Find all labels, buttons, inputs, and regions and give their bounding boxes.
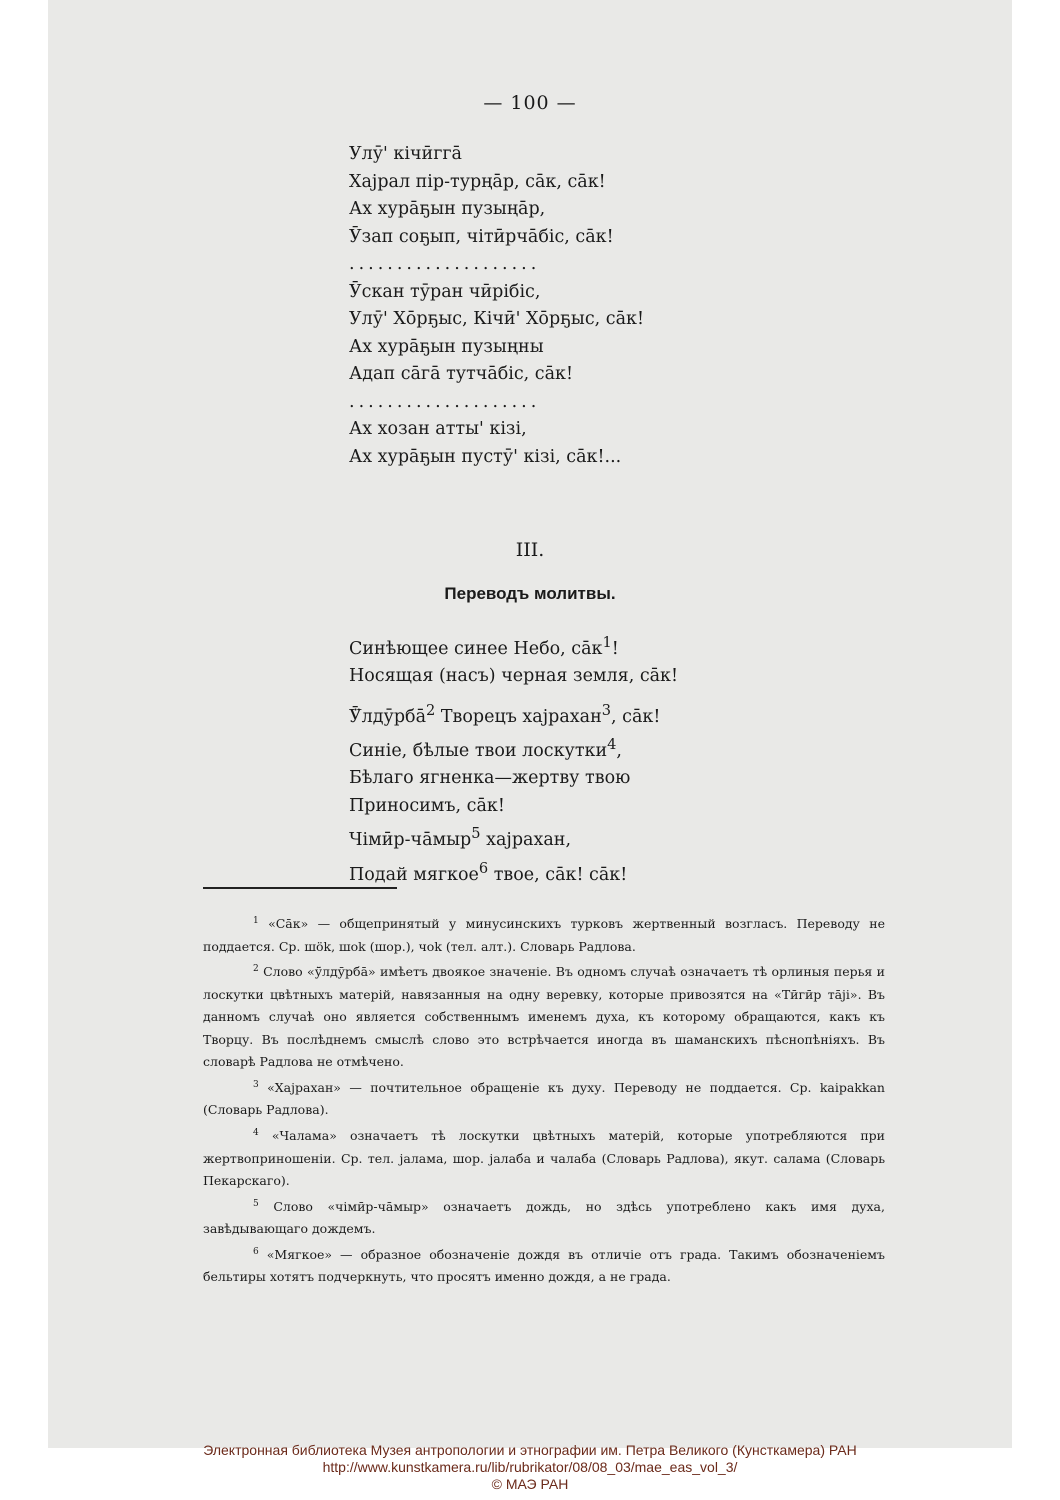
library-url[interactable]: http://www.kunstkamera.ru/lib/rubrikator/08/08_03/mae_eas_vol_3/ (322, 1459, 738, 1475)
line-text: Носящая (насъ) черная земля, са̄к! (349, 666, 679, 687)
line-text: Синіе, бѣлые твои лоскутки (349, 740, 608, 761)
line-text: хајрахан, (480, 830, 572, 851)
footnote-number: 4 (253, 1127, 259, 1138)
verse-line: Ӯскан тӯран чӣрібіс, (349, 281, 541, 302)
footnote-number: 5 (253, 1198, 259, 1209)
footnote-number: 2 (253, 964, 259, 975)
line-text: Синѣющее синее Небо, са̄к (349, 638, 603, 659)
line-text: Бѣлаго ягненка—жертву твою (349, 768, 631, 789)
line-text: твое, са̄к! са̄к! (488, 864, 628, 885)
copyright: © МАЭ РАН (491, 1476, 569, 1492)
library-footer (0, 1442, 1060, 1493)
original-verse (349, 141, 644, 471)
footnote (203, 1074, 885, 1122)
line-text: Приносимъ, са̄к! (349, 795, 505, 816)
footnote-text: «Хајрахан» — почтительное обращеніе къ духу. Переводу не поддается. Ср. kaipakkan (Словарь Радлова). (203, 1079, 885, 1118)
line-text: , са̄к! (611, 706, 661, 727)
footnote-number: 1 (253, 916, 259, 926)
footnote (203, 1122, 885, 1193)
footnote (203, 958, 885, 1074)
ellipsis-divider: .................... (349, 391, 541, 412)
verse-line: Адап са̄га̄ тутча̄біс, са̄к! (349, 364, 574, 384)
footnote-text: «Мягкое» — образное обозначеніе дождя въ отличіе отъ града. Такимъ обозначеніемъ бельтиры хотятъ подчеркнуть, что просятъ именно дождя, а не града. (203, 1246, 885, 1285)
verse-line: Ӯзап соҕып, чітӣрча̄біс, са̄к! (349, 226, 614, 247)
translation-line (349, 731, 678, 765)
translation-line (349, 855, 678, 889)
translation-line (349, 820, 678, 854)
verse-line: Улӯ' Хо̄рҕыс, Кічӣ' Хо̄рҕыс, са̄к! (349, 309, 644, 329)
translation-line (349, 765, 678, 793)
footnote-number: 6 (253, 1246, 259, 1257)
footnote-rule (203, 887, 397, 889)
footnote-text: «Са̄к» — общепринятый у минусинскихъ турковъ жертвенный возгласъ. Переводу не поддается. Ср. шök, шok (шор.), чok (тел. алт.). Словарь Радлова. (203, 916, 885, 954)
footnote-ref: 4 (607, 736, 617, 754)
translation-line (349, 663, 678, 691)
footnote-ref: 5 (471, 825, 481, 843)
verse-line: Ах хура̄ҕын пузыңа̄р, (349, 199, 546, 219)
footnote-ref: 3 (601, 701, 612, 719)
line-text: Подай мягкое (349, 864, 479, 885)
footnote-ref: 6 (478, 859, 489, 877)
verse-line: Ах хура̄ҕын пузыңны (349, 336, 544, 357)
line-text: ! (611, 638, 619, 659)
verse-line: Улӯ' кічӣгга̄ (349, 144, 462, 164)
translation-line (349, 629, 678, 663)
footnote-text: «Чалама» означаетъ тѣ лоскутки цвѣтныхъ матерій, которые употребляются при жертвоприношеніи. Ср. тел. јалама, шор. јалаба и чалаба (Словарь Радлова), якут. салама (Словарь Пекарскаго). (203, 1128, 885, 1189)
footnote (203, 1193, 885, 1241)
verse-line: Ах хозан атты' кізі, (349, 419, 527, 439)
footnote-number: 3 (253, 1079, 259, 1090)
footnote-ref: 2 (426, 701, 436, 719)
ellipsis-divider: .................... (349, 254, 541, 274)
line-text: Творецъ хајрахан (435, 706, 602, 727)
line-text: Чімӣр-ча̄мыр (349, 830, 472, 851)
line-text: Ӯ̈лдӯрба̄ (349, 706, 427, 727)
section-title: Переводъ молитвы. (444, 584, 616, 603)
translation-line (349, 793, 678, 821)
translation-line (349, 697, 678, 731)
section-number: III. (515, 539, 545, 561)
verse-line: Хајрал пір-турңа̄р, са̄к, са̄к! (349, 171, 606, 192)
page-number: — 100 — (483, 92, 577, 114)
footnote-text: Слово «чімӣр-ча̄мыр» означаетъ дождь, но здѣсь употреблено какъ имя духа, завѣдывающаго дождемъ. (203, 1198, 885, 1237)
translation-verse (349, 629, 678, 889)
footnote-ref: 1 (602, 634, 612, 651)
library-name: Электронная библиотека Музея антропологии и этнографии им. Петра Великого (Кунсткамера) РАН (203, 1442, 857, 1458)
footnotes (203, 910, 885, 1289)
footnote (203, 910, 885, 958)
line-text: , (616, 740, 622, 761)
footnote (203, 1241, 885, 1289)
verse-line: Ах хура̄ҕын пустӯ' кізі, са̄к!... (349, 446, 622, 467)
footnote-text: Слово «ӯ̈лдӯрба̄» имѣетъ двоякое значеніе. Въ одномъ случаѣ означаетъ тѣ орлиныя перья и лоскутки цвѣтныхъ матерій, навязанныя на одну веревку, которые привозятся на «Тӣгӣр та̄јі». Въ данномъ случаѣ оно является собственнымъ именемъ духа, къ которому обращаются, какъ къ Творцу. Въ послѣднемъ смыслѣ слово это встрѣчается иногда въ шаманскихъ пѣснопѣніяхъ. Въ словарѣ Радлова не отмѣчено. (203, 964, 885, 1070)
